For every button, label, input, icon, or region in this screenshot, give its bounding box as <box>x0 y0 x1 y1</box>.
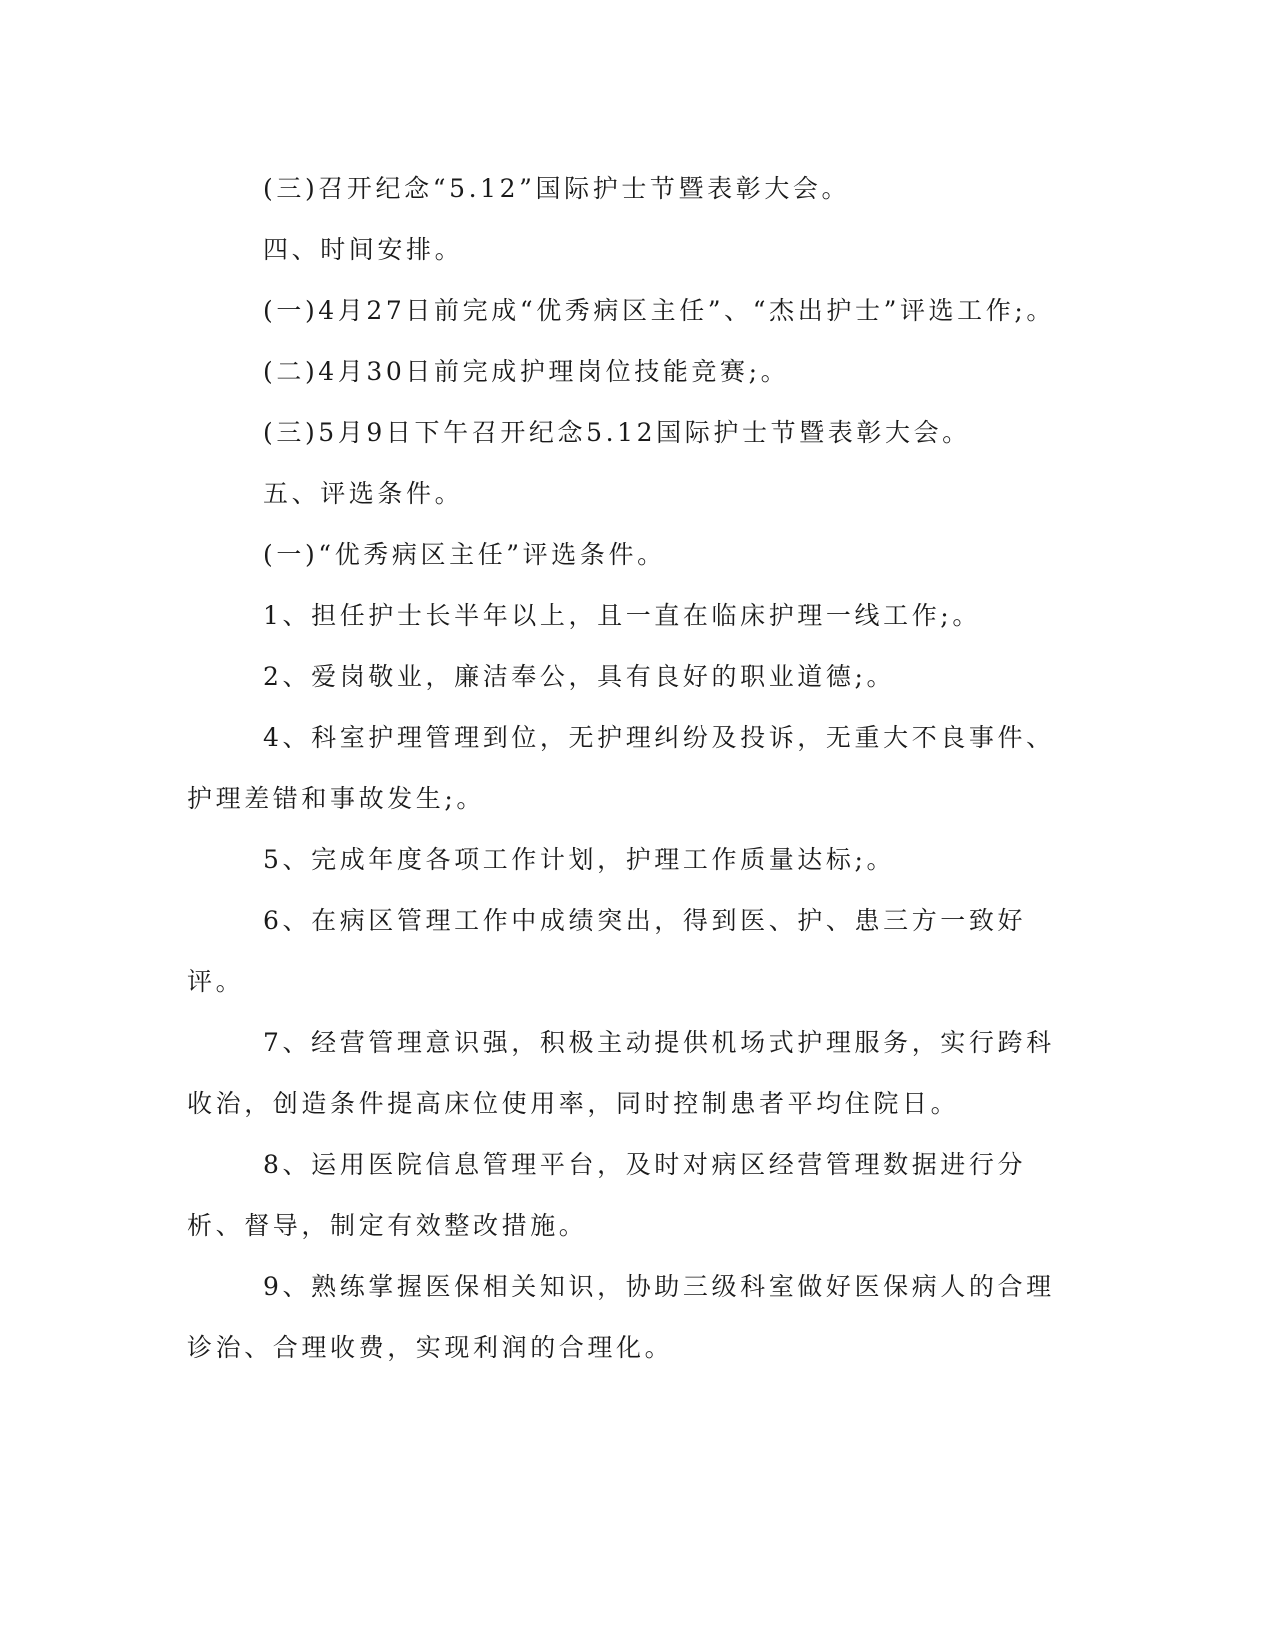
criteria-item: 2、爱岗敬业，廉洁奉公，具有良好的职业道德;。 <box>263 662 896 691</box>
paragraph-item: (三)召开纪念“5.12”国际护士节暨表彰大会。 <box>263 174 851 203</box>
paragraph-item: (二)4月30日前完成护理岗位技能竞赛;。 <box>263 357 790 386</box>
criteria-item: 5、完成年度各项工作计划，护理工作质量达标;。 <box>263 845 896 874</box>
criteria-item: 4、科室护理管理到位，无护理纠纷及投诉，无重大不良事件、护理差错和事故发生;。 <box>187 723 1055 813</box>
document-body <box>187 158 1057 1378</box>
criteria-item: 1、担任护士长半年以上，且一直在临床护理一线工作;。 <box>263 601 981 630</box>
criteria-item: 9、熟练掌握医保相关知识，协助三级科室做好医保病人的合理诊治、合理收费，实现利润的合理化。 <box>187 1272 1055 1362</box>
criteria-item: 7、经营管理意识强，积极主动提供机场式护理服务，实行跨科收治，创造条件提高床位使用率，同时控制患者平均住院日。 <box>187 1028 1055 1118</box>
criteria-item: 6、在病区管理工作中成绩突出，得到医、护、患三方一致好评。 <box>187 906 1027 996</box>
criteria-item: 8、运用医院信息管理平台，及时对病区经营管理数据进行分析、督导，制定有效整改措施。 <box>187 1150 1027 1240</box>
section-heading-schedule: 四、时间安排。 <box>263 235 464 264</box>
paragraph-item: (三)5月9日下午召开纪念5.12国际护士节暨表彰大会。 <box>263 418 971 447</box>
section-heading-criteria: 五、评选条件。 <box>263 479 464 508</box>
paragraph-item: (一)4月27日前完成“优秀病区主任”、“杰出护士”评选工作;。 <box>263 296 1055 325</box>
subsection-heading: (一)“优秀病区主任”评选条件。 <box>263 540 666 569</box>
